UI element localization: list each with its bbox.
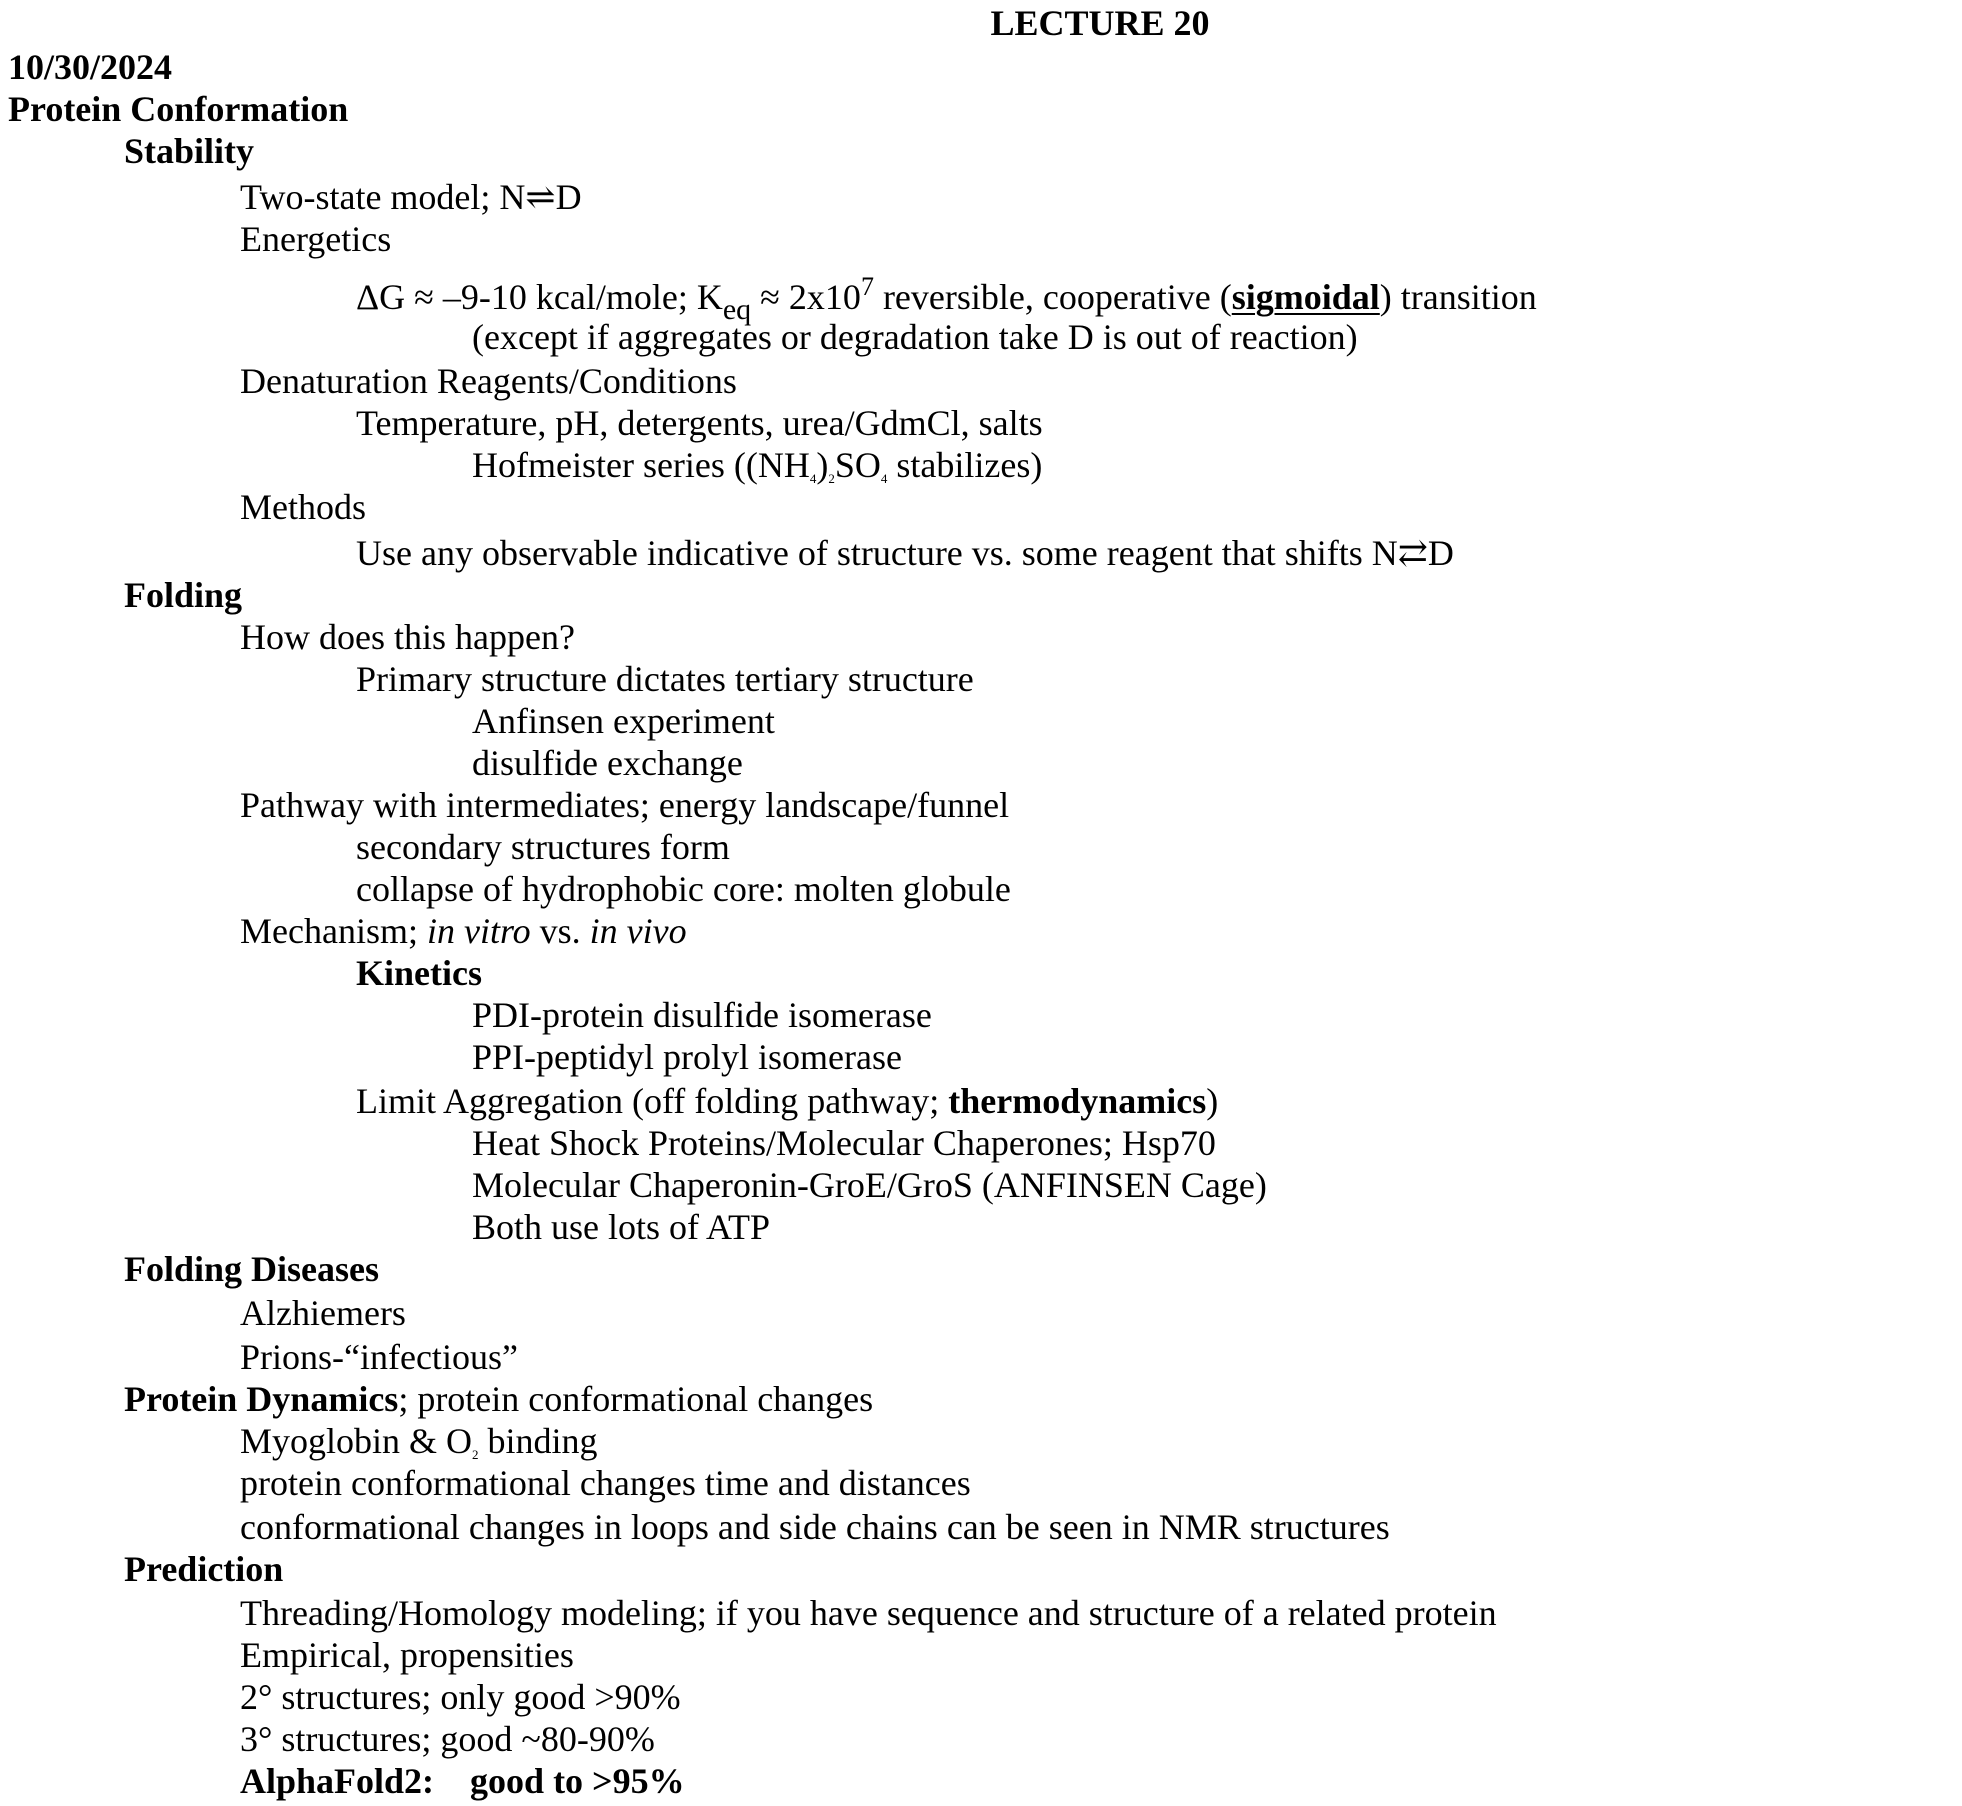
hofmeister-sub-4: 4 — [809, 471, 817, 486]
pdi: PDI-protein disulfide isomerase — [472, 995, 932, 1035]
limit-aggregation — [356, 1080, 1218, 1122]
delta-g-text-b: ≈ 2x10 — [751, 277, 861, 317]
how-does-this-happen: How does this happen? — [240, 617, 575, 657]
ppi: PPI-peptidyl prolyl isomerase — [472, 1037, 902, 1077]
mechanism-line — [240, 910, 687, 952]
tertiary-prediction: 3° structures; good ~80-90% — [240, 1719, 655, 1759]
prions: Prions-“infectious” — [240, 1337, 518, 1377]
delta-g-text-a: ΔG ≈ –9-10 kcal/mole; K — [356, 277, 723, 317]
hofmeister-sub-2: 2 — [828, 471, 835, 486]
denaturation-list: Temperature, pH, detergents, urea/GdmCl, salts — [356, 403, 1043, 443]
methods-desc: Use any observable indicative of structure vs. some reagent that shifts N⇄D — [356, 533, 1454, 573]
exponent: 7 — [860, 272, 874, 301]
limit-b: ) — [1206, 1081, 1219, 1121]
in-vivo: in vivo — [589, 911, 687, 951]
thermodynamics: thermodynamics — [948, 1081, 1207, 1121]
mechanism-a: Mechanism; — [240, 911, 427, 951]
methods: Methods — [240, 487, 366, 527]
myoglobin-a: Myoglobin & O — [240, 1421, 473, 1461]
pathway: Pathway with intermediates; energy landscape/funnel — [240, 785, 1010, 825]
collapse-core: collapse of hydrophobic core: molten globule — [356, 869, 1011, 909]
threading: Threading/Homology modeling; if you have sequence and structure of a related protein — [240, 1593, 1497, 1633]
myoglobin-b: binding — [478, 1421, 598, 1461]
protein-dynamics-line — [124, 1378, 873, 1420]
limit-a: Limit Aggregation (off folding pathway; — [356, 1081, 949, 1121]
anfinsen-experiment: Anfinsen experiment — [472, 701, 775, 741]
delta-g-text-d: ) transition — [1379, 277, 1537, 317]
hofmeister-sub-4b: 4 — [880, 471, 888, 486]
except-note: (except if aggregates or degradation take D is out of reaction) — [472, 317, 1358, 357]
delta-g-text-c: reversible, cooperative ( — [873, 277, 1232, 317]
keq-subscript: eq — [722, 293, 752, 326]
chaperonin: Molecular Chaperonin-GroE/GroS (ANFINSEN Cage) — [472, 1165, 1267, 1205]
protein-dynamics-rest: ; protein conformational changes — [398, 1379, 874, 1419]
hofmeister-b: ) — [816, 445, 829, 485]
secondary-structures: secondary structures form — [356, 827, 730, 867]
o2-subscript: 2 — [472, 1447, 479, 1462]
folding-diseases-heading: Folding Diseases — [124, 1249, 380, 1289]
alzheimers: Alzhiemers — [240, 1293, 406, 1333]
mechanism-b: vs. — [530, 911, 590, 951]
empirical: Empirical, propensities — [240, 1635, 574, 1675]
hofmeister-d: stabilizes) — [887, 445, 1043, 485]
two-state-model: Two-state model; N⇌D — [240, 177, 582, 217]
denaturation-heading: Denaturation Reagents/Conditions — [240, 361, 737, 401]
sigmoidal-term: sigmoidal — [1231, 277, 1380, 317]
atp-note: Both use lots of ATP — [472, 1207, 771, 1247]
prediction-heading: Prediction — [124, 1549, 284, 1589]
hofmeister-a: Hofmeister series ((NH — [472, 445, 810, 485]
protein-dynamics-heading: Protein Dynamics — [124, 1379, 399, 1419]
conformational-nmr: conformational changes in loops and side chains can be seen in NMR structures — [240, 1507, 1390, 1547]
hofmeister-line — [472, 444, 1042, 500]
alphafold2: AlphaFold2: good to >95% — [240, 1761, 685, 1801]
kinetics-heading: Kinetics — [356, 953, 482, 993]
lecture-title: LECTURE 20 — [990, 3, 1210, 43]
folding-heading: Folding — [124, 575, 243, 615]
primary-structure: Primary structure dictates tertiary structure — [356, 659, 974, 699]
secondary-prediction: 2° structures; only good >90% — [240, 1677, 681, 1717]
topic-heading: Protein Conformation — [8, 89, 349, 129]
energetics: Energetics — [240, 219, 392, 259]
conformational-time: protein conformational changes time and distances — [240, 1463, 971, 1503]
in-vitro: in vitro — [426, 911, 531, 951]
stability-heading: Stability — [124, 131, 255, 171]
heat-shock-proteins: Heat Shock Proteins/Molecular Chaperones; Hsp70 — [472, 1123, 1216, 1163]
disulfide-exchange: disulfide exchange — [472, 743, 743, 783]
lecture-date: 10/30/2024 — [8, 47, 173, 87]
hofmeister-c: SO — [834, 445, 881, 485]
